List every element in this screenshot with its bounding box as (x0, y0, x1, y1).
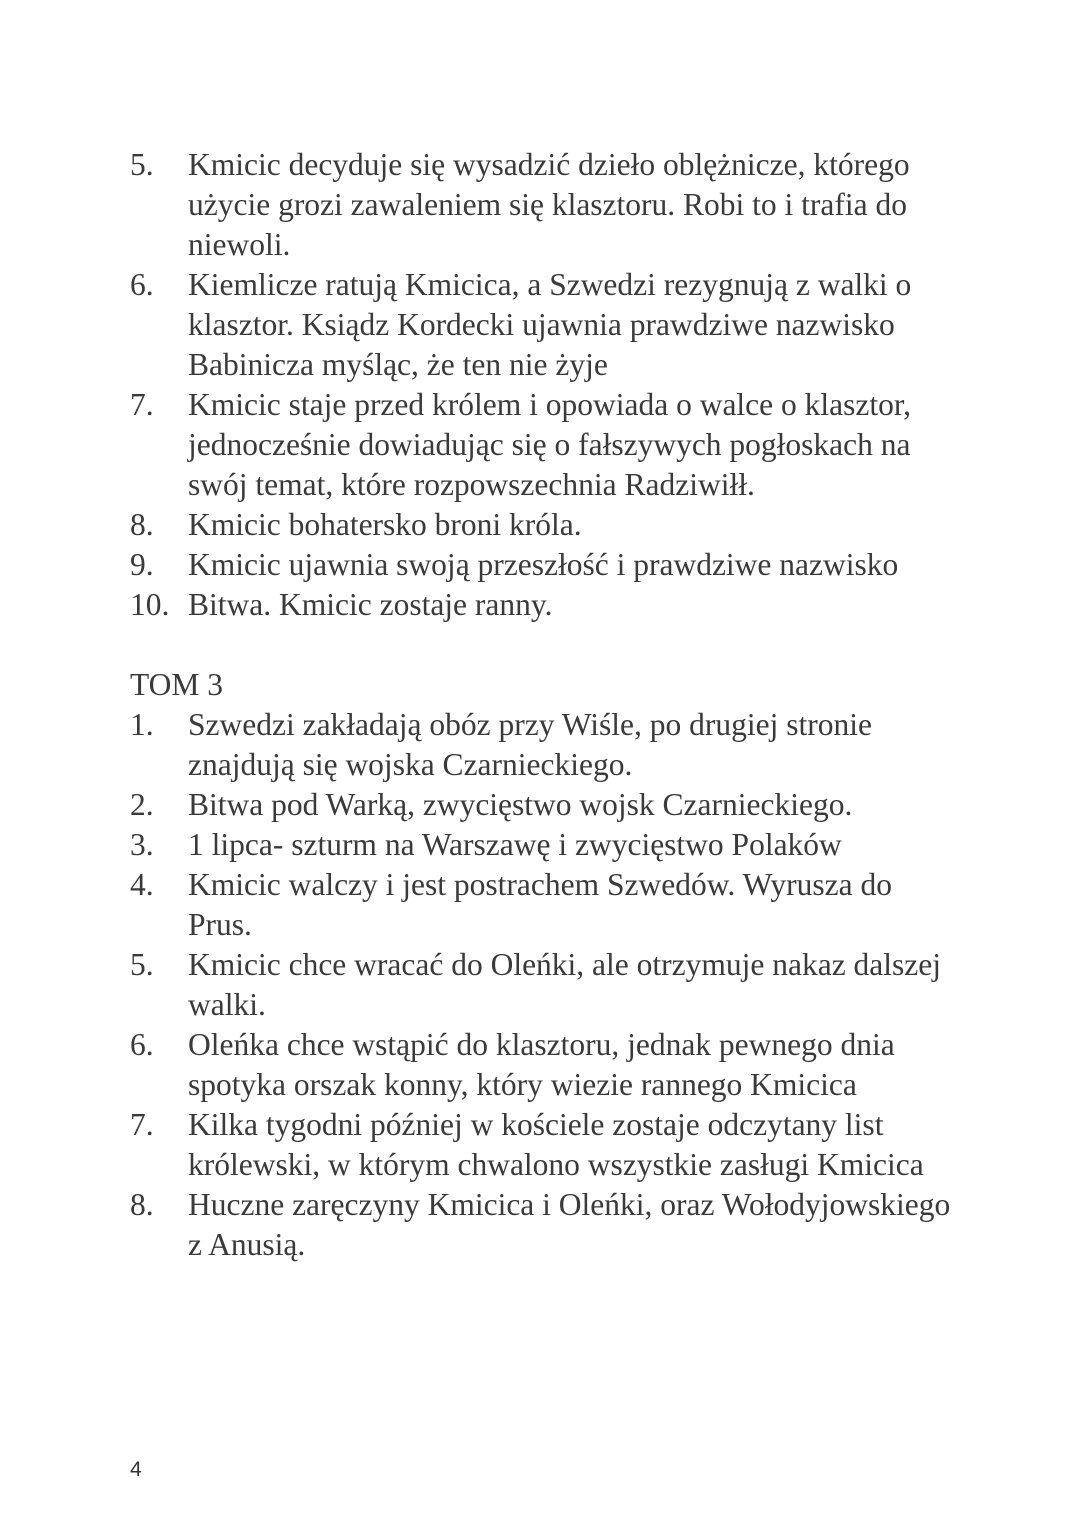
list-item (130, 825, 960, 865)
item-text: Kmicic bohatersko broni króla. (188, 507, 582, 542)
item-text: Kmicic staje przed królem i opowiada o walce o klasztor, jednocześnie dowiadując się o fałszywych pogłoskach na swój temat, które rozpowszechnia Radziwiłł. (188, 387, 911, 502)
plot-list-part-2 (130, 145, 960, 625)
item-text: Kmicic chce wracać do Oleńki, ale otrzymuje nakaz dalszej walki. (188, 947, 942, 1022)
list-item (130, 145, 960, 265)
item-number: 7. (130, 1107, 154, 1142)
section-heading: TOM 3 (130, 667, 224, 702)
item-text: Kilka tygodni później w kościele zostaje odczytany list królewski, w którym chwalono wszystkie zasługi Kmicica (188, 1107, 924, 1182)
item-text: Bitwa pod Warką, zwycięstwo wojsk Czarnieckiego. (188, 787, 853, 822)
item-number: 5. (130, 947, 154, 982)
item-number: 5. (130, 147, 154, 182)
list-item (130, 945, 960, 1025)
item-text: 1 lipca- szturm na Warszawę i zwycięstwo Polaków (188, 827, 842, 862)
item-text: Bitwa. Kmicic zostaje ranny. (188, 587, 553, 622)
item-number: 8. (130, 507, 154, 542)
item-number: 3. (130, 827, 154, 862)
item-number: 6. (130, 1027, 154, 1062)
item-text: Kmicic decyduje się wysadzić dzieło oblężnicze, którego użycie grozi zawaleniem się klasztoru. Robi to i trafia do niewoli. (188, 147, 910, 262)
list-item (130, 865, 960, 945)
list-item (130, 265, 960, 385)
item-number: 1. (130, 707, 154, 742)
item-number: 6. (130, 267, 154, 302)
list-item (130, 1185, 960, 1265)
item-number: 7. (130, 387, 154, 422)
list-item (130, 585, 960, 625)
item-number: 8. (130, 1187, 154, 1222)
item-number: 4. (130, 867, 154, 902)
list-item (130, 545, 960, 585)
item-number: 2. (130, 787, 154, 822)
list-item (130, 385, 960, 505)
item-text: Kmicic walczy i jest postrachem Szwedów. Wyrusza do Prus. (188, 867, 893, 942)
list-item (130, 505, 960, 545)
item-number: 10. (130, 587, 170, 622)
item-text: Kmicic ujawnia swoją przeszłość i prawdziwe nazwisko (188, 547, 899, 582)
plot-list-tom-3 (130, 705, 960, 1265)
page-content (130, 145, 960, 1265)
page-number: 4 (130, 1458, 142, 1481)
item-text: Huczne zaręczyny Kmicica i Oleńki, oraz Wołodyjowskiego z Anusią. (188, 1187, 951, 1262)
item-text: Oleńka chce wstąpić do klasztoru, jednak pewnego dnia spotyka orszak konny, który wiezie rannego Kmicica (188, 1027, 895, 1102)
list-item (130, 1105, 960, 1185)
list-item (130, 785, 960, 825)
list-item (130, 705, 960, 785)
list-item (130, 1025, 960, 1105)
item-text: Szwedzi zakładają obóz przy Wiśle, po drugiej stronie znajdują się wojska Czarnieckiego. (188, 707, 872, 782)
item-text: Kiemlicze ratują Kmicica, a Szwedzi rezygnują z walki o klasztor. Ksiądz Kordecki ujawnia prawdziwe nazwisko Babinicza myśląc, że ten nie żyje (188, 267, 912, 382)
item-number: 9. (130, 547, 154, 582)
